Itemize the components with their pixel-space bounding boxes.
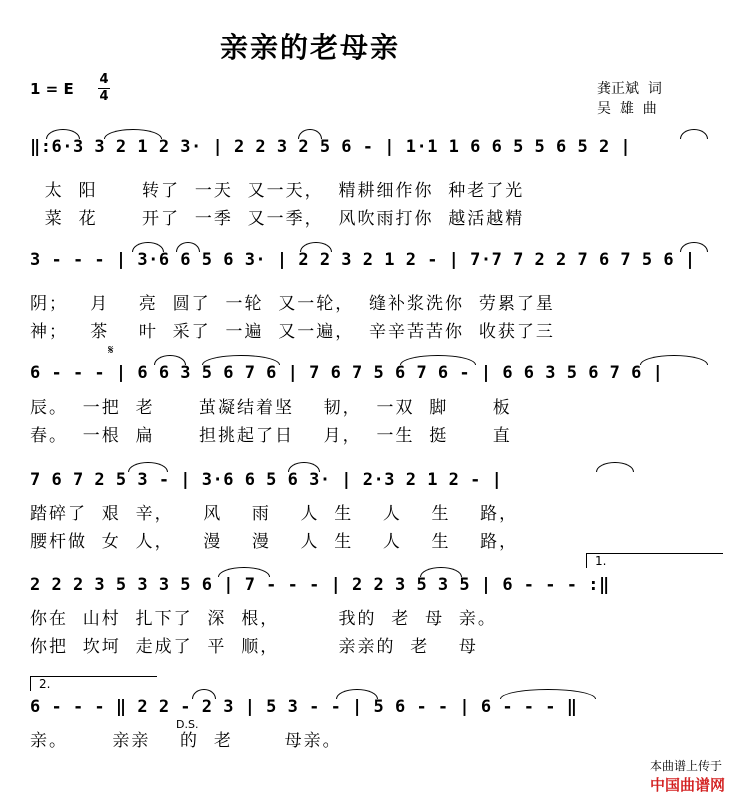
notes-line: 3 - - - | 3·6 6 5 6 3· | 2 2 3 2 1 2 - | 7·7 7 2 2 7 6 7 5 6 | [30, 250, 696, 270]
lyrics-verse-1: 亲。 亲亲 的 老 母亲。 [30, 731, 342, 751]
lyricist-credit: 龚正斌 词 [597, 81, 662, 97]
time-signature-bottom: 4 [99, 89, 109, 104]
lyrics-verse-1: 踏碎了 艰 辛， 风 雨 人 生 人 生 路， [30, 504, 519, 524]
slur [596, 462, 634, 472]
notes-line: 2 2 2 3 5 3 3 5 6 | 7 - - - | 2 2 3 5 3 5 | 6 - - - :‖ [30, 575, 610, 595]
notes-line: 7 6 7 2 5 3 - | 3·6 6 5 6 3· | 2·3 2 1 2 - | [30, 470, 503, 490]
site-logo: 中国曲谱网 [649, 776, 725, 794]
dal-segno-marker: D.S. [176, 718, 199, 731]
lyrics-verse-2: 腰杆做 女 人， 漫 漫 人 生 人 生 路， [30, 532, 519, 552]
footer-source [642, 743, 725, 795]
notation-system-4 [0, 470, 745, 494]
lyrics-verse-1: 阴； 月 亮 圆了 一轮 又一轮， 缝补浆洗你 劳累了星 [30, 294, 555, 314]
notation-system-2 [0, 250, 745, 274]
notes-line: 6 - - - ‖ 2 2 - 2 3 | 5 3 - - | 5 6 - - | 6 - - - ‖ [30, 697, 578, 717]
lyrics-verse-1: 辰。 一把 老 茧凝结着坚 韧， 一双 脚 板 [30, 398, 512, 418]
lyrics-verse-2: 春。 一根 扁 担挑起了日 月， 一生 挺 直 [30, 426, 512, 446]
lyrics-verse-1: 太 阳 转了 一天 又一天， 精耕细作你 种老了光 [30, 181, 525, 201]
notes-line: 6 - - - | 6 6 3 5 6 7 6 | 7 6 7 5 6 7 6 - | 6 6 3 5 6 7 6 | [30, 363, 664, 383]
lyrics-verse-1: 你在 山村 扎下了 深 根， 我的 老 母 亲。 [30, 609, 497, 629]
song-title: 亲亲的老母亲 [220, 31, 401, 64]
lyrics-verse-2: 神； 茶 叶 采了 一遍 又一遍， 辛辛苦苦你 收获了三 [30, 322, 555, 342]
volta-first-ending: 1. [586, 553, 723, 568]
footer-text: 本曲谱上传于 [649, 759, 722, 773]
lyrics-verse-2: 你把 坎坷 走成了 平 顺， 亲亲的 老 母 [30, 637, 478, 657]
time-signature-top: 4 [99, 72, 109, 87]
notation-system-6 [0, 697, 745, 721]
volta-second-ending: 2. [30, 676, 157, 691]
segno-sign: 𝄋 [108, 343, 114, 358]
slur [680, 129, 708, 139]
notation-system-5 [0, 575, 745, 599]
key-signature: 1 = E [30, 80, 74, 98]
time-signature [98, 73, 110, 104]
notation-system-3 [0, 363, 745, 387]
composer-credit: 吴 雄 曲 [597, 101, 657, 117]
notes-line: ‖:6·3 3 2 1 2 3· | 2 2 3 2 5 6 - | 1·1 1 6 6 5 5 6 5 2 | [30, 137, 632, 157]
notation-system-1 [0, 137, 745, 161]
lyrics-verse-2: 菜 花 开了 一季 又一季， 风吹雨打你 越活越精 [30, 209, 525, 229]
